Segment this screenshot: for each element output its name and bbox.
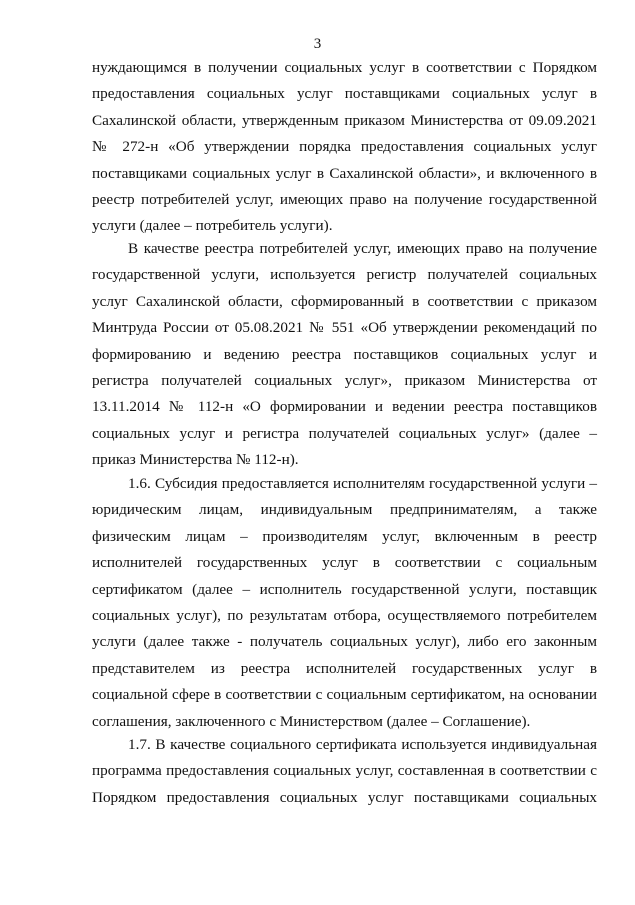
paragraph-1-6-subsidy: 1.6. Субсидия предоставляется исполнителям государственной услуги – юридическим лицам, индивидуальным предпринимателям, а также физическим лицам – производителям услуг, включенным в реестр исполнителей государственных услуг в соответствии с социальным сертификатом (далее – исполнитель государственной услуги, поставщик социальных услуг), по результатам отбора, осуществляемого потребителем услуги (далее также - получатель социальных услуг), либо его законным представителем из реестра исполнителей государственных услуг в социальной сфере в соответствии с социальным сертификатом, на основании соглашения, заключенного с Министерством (далее – Соглашение). xyxy=(92,475,597,730)
page-number: 3 xyxy=(313,36,322,52)
paragraph-1-7-social-certificate: 1.7. В качестве социального сертификата используется индивидуальная программа предоставления социальных услуг, составленная в соответствии с Порядком предоставления социальных услуг поставщиками социальных xyxy=(92,736,597,806)
paragraph-consumer-registry: В качестве реестра потребителей услуг, имеющих право на получение государственной услуги, используется регистр получателей социальных услуг Сахалинской области, сформированный в соответствии с приказом Минтруда России от 05.08.2021 № 551 «Об утверждении рекомендаций по формированию и ведению реестра поставщиков социальных услуг и регистра получателей социальных услуг», приказом Министерства от 13.11.2014 № 112-н «О формировании и ведении реестра поставщиков социальных услуг и регистра получателей социальных услуг» (далее – приказ Министерства № 112-н). xyxy=(92,240,597,469)
paragraph-consumer-definition: нуждающимся в получении социальных услуг в соответствии с Порядком предоставления социальных услуг поставщиками социальных услуг в Сахалинской области, утвержденным приказом Министерства от 09.09.2021 № 272-н «Об утверждении порядка предоставления социальных услуг поставщиками социальных услуг в Сахалинской области», и включенного в реестр потребителей услуг, имеющих право на получение государственной услуги (далее – потребитель услуги). xyxy=(92,59,597,235)
